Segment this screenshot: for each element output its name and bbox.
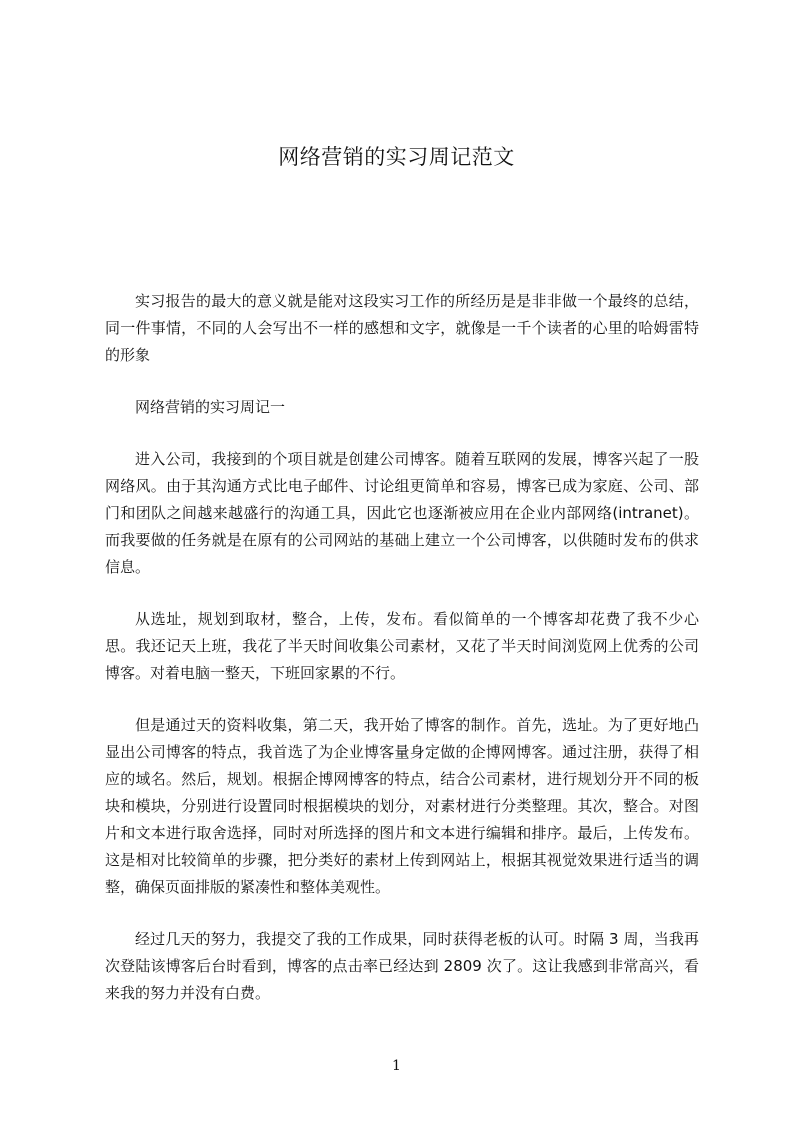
intro-paragraph: 实习报告的最大的意义就是能对这段实习工作的所经历是是非非做一个最终的总结，同一件事情，不同的人会写出不一样的感想和文字，就像是一千个读者的心里的哈姆雷特的形象	[105, 292, 699, 364]
body-paragraph-1: 进入公司，我接到的个项目就是创建公司博客。随着互联网的发展，博客兴起了一股网络风。由于其沟通方式比电子邮件、讨论组更简单和容易，博客已成为家庭、公司、部门和团队之间越来越盛行的沟通工具，因此它也逐渐被应用在企业内部网络(intranet)。而我要做的任务就是在原有的公司网站的基础上建立一个公司博客，以供随时发布的供求信息。	[105, 450, 699, 576]
body-paragraph-4: 经过几天的努力，我提交了我的工作成果，同时获得老板的认可。时隔 3 周，当我再次登陆该博客后台时看到，博客的点击率已经达到 2809 次了。这让我感到非常高兴，看来我的努力并没有白费。	[105, 930, 699, 1002]
document-body	[105, 288, 699, 1007]
page-number: 1	[392, 1058, 401, 1074]
body-paragraph-2: 从选址，规划到取材，整合，上传，发布。看似简单的一个博客却花费了我不少心思。我还记天上班，我花了半天时间收集公司素材，又花了半天时间浏览网上优秀的公司博客。对着电脑一整天，下班回家累的不行。	[105, 610, 699, 682]
paragraph-gap	[105, 581, 699, 606]
paragraph-gap	[105, 687, 699, 712]
paragraph-gap	[105, 369, 699, 394]
body-paragraph-3: 但是通过天的资料收集，第二天，我开始了博客的制作。首先，选址。为了更好地凸显出公司博客的特点，我首选了为企业博客量身定做的企博网博客。通过注册，获得了相应的域名。然后，规划。根据企博网博客的特点，结合公司素材，进行规划分开不同的板块和模块，分别进行设置同时根据模块的划分，对素材进行分类整理。其次，整合。对图片和文本进行取舍选择，同时对所选择的图片和文本进行编辑和排序。最后，上传发布。这是相对比较简单的步骤，把分类好的素材上传到网站上，根据其视觉效果进行适当的调整，确保页面排版的紧凑性和整体美观性。	[105, 716, 699, 896]
document-title: 网络营销的实习周记范文	[278, 145, 515, 169]
section-heading: 网络营销的实习周记一	[135, 398, 286, 416]
paragraph-gap	[105, 901, 699, 926]
paragraph-gap	[105, 421, 699, 446]
